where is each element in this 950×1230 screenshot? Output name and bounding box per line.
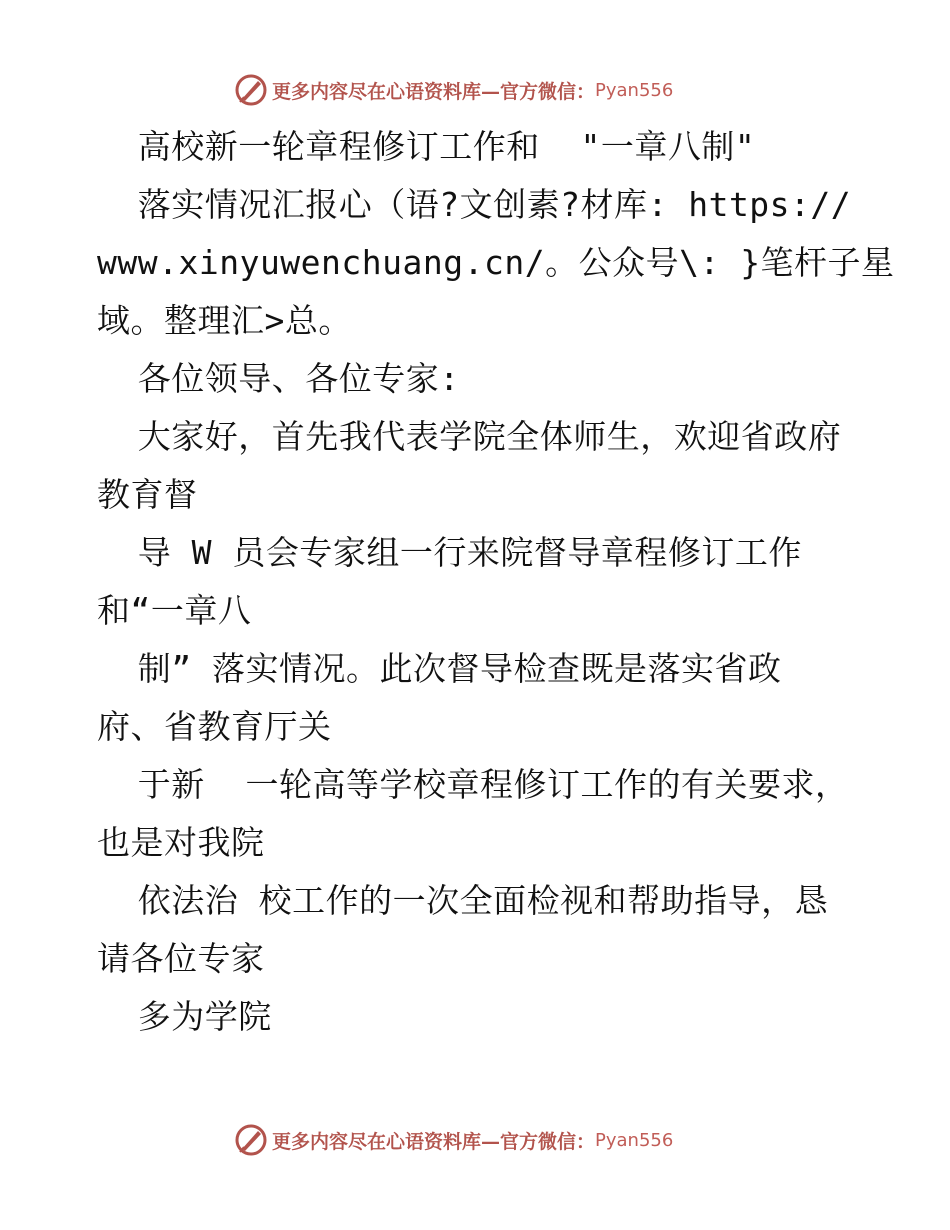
document-body	[97, 118, 927, 1046]
document-line: 和“一章八	[97, 591, 252, 630]
document-line: 落实情况汇报心（语?文创素?材库: https://	[97, 185, 852, 224]
watermark-handle: Pyan556	[595, 1129, 674, 1151]
quill-logo-icon	[234, 1123, 268, 1157]
document-line: 教育督	[97, 475, 198, 514]
watermark-text: 更多内容尽在心语资料库—官方微信：	[272, 1130, 596, 1153]
document-line: 制” 落实情况。此次督导检查既是落实省政	[97, 649, 782, 688]
watermark-text: 更多内容尽在心语资料库—官方微信：	[272, 80, 596, 103]
document-line: 域。整理汇>总。	[97, 301, 352, 340]
document-line: 于新 一轮高等学校章程修订工作的有关要求，	[97, 765, 849, 804]
document-line: 各位领导、各位专家:	[97, 359, 460, 398]
header-watermark	[234, 72, 673, 108]
document-line: 大家好，首先我代表学院全体师生，欢迎省政府	[97, 417, 842, 456]
document-line: 请各位专家	[97, 939, 265, 978]
document-line: 也是对我院	[97, 823, 265, 862]
quill-logo-icon	[234, 73, 268, 107]
document-line: www.xinyuwenchuang.cn/。公众号\: }笔杆子星	[97, 243, 895, 282]
document-line: 依法治 校工作的一次全面检视和帮助指导，恳	[97, 881, 829, 920]
document-line: 府、省教育厅关	[97, 707, 332, 746]
footer-watermark	[234, 1122, 673, 1158]
document-line: 导 W 员会专家组一行来院督导章程修订工作	[97, 533, 802, 572]
document-line: 多为学院	[97, 997, 272, 1036]
document-line: 高校新一轮章程修订工作和 "一章八制"	[97, 127, 756, 166]
watermark-handle: Pyan556	[595, 79, 674, 101]
